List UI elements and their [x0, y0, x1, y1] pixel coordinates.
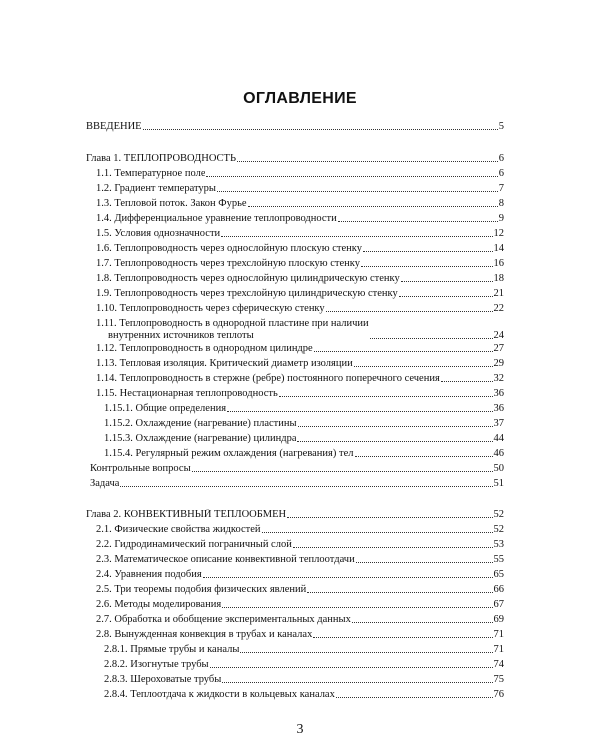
leader-dots: [227, 411, 492, 412]
toc-entry-label: 2.3. Математическое описание конвективной теплоотдачи: [96, 554, 355, 565]
leader-dots: [338, 221, 498, 222]
toc-entry-page: 51: [493, 478, 504, 489]
toc-entry-label: 1.9. Теплопроводность через трехслойную цилиндрическую стенку: [96, 288, 398, 299]
leader-dots: [221, 236, 492, 237]
leader-dots: [441, 381, 493, 382]
toc-entry-label: 1.12. Теплопроводность в однородном цилиндре: [96, 343, 313, 354]
leader-dots: [262, 532, 493, 533]
leader-dots: [336, 697, 493, 698]
toc-entry-label: 1.4. Дифференциальное уравнение теплопроводности: [96, 213, 337, 224]
toc-entry-page: 44: [493, 433, 504, 444]
toc-entry[interactable]: [96, 258, 504, 270]
toc-entry-label: 1.15.2. Охлаждение (нагревание) пластины: [104, 418, 297, 429]
toc-entry-page: 16: [493, 258, 504, 269]
toc-entry[interactable]: [96, 599, 504, 611]
toc-entry-label: 1.13. Тепловая изоляция. Критический диаметр изоляции: [96, 358, 353, 369]
toc-entry[interactable]: [96, 273, 504, 285]
toc-entry-page: 53: [493, 539, 504, 550]
toc-entry-page: 37: [493, 418, 504, 429]
leader-dots: [287, 517, 492, 518]
leader-dots: [248, 206, 498, 207]
toc-entry-page: 71: [493, 644, 504, 655]
toc-entry-label: 2.1. Физические свойства жидкостей: [96, 524, 261, 535]
toc-entry[interactable]: [104, 644, 504, 656]
toc-entry[interactable]: [96, 539, 504, 551]
toc-entry-label: 1.15.3. Охлаждение (нагревание) цилиндра: [104, 433, 297, 444]
toc-entry[interactable]: [96, 584, 504, 596]
leader-dots: [222, 682, 492, 683]
toc-entry-label: Глава 1. ТЕПЛОПРОВОДНОСТЬ: [86, 153, 236, 164]
toc-entry[interactable]: [96, 373, 504, 385]
leader-dots: [192, 471, 493, 472]
toc-entry[interactable]: [96, 554, 504, 566]
toc-entry[interactable]: [96, 183, 504, 195]
toc-title: ОГЛАВЛЕНИЕ: [243, 90, 357, 107]
toc-entry-label: 1.2. Градиент температуры: [96, 183, 216, 194]
toc-entry[interactable]: [96, 213, 504, 225]
toc-entry[interactable]: [90, 478, 504, 490]
toc-entry-page: 6: [498, 168, 504, 179]
toc-entry-page: 9: [498, 213, 504, 224]
toc-entry-page: 46: [493, 448, 504, 459]
page-number: 3: [296, 722, 304, 737]
leader-dots: [307, 592, 492, 593]
leader-dots: [326, 311, 493, 312]
toc-entry[interactable]: [86, 509, 504, 521]
toc-entry[interactable]: [96, 303, 504, 315]
toc-entry-label-line2: внутренних источников теплоты: [108, 330, 254, 341]
leader-dots: [352, 622, 493, 623]
toc-entry-label: Задача: [90, 478, 120, 489]
toc-entry-label: 1.15.1. Общие определения: [104, 403, 227, 414]
toc-entry-label: 1.5. Условия однозначности: [96, 228, 221, 239]
toc-entry-label: 2.8.1. Прямые трубы и каналы: [104, 644, 240, 655]
toc-entry-page: 36: [493, 403, 504, 414]
toc-entry[interactable]: [96, 243, 504, 255]
toc-entry-label-line1: 1.11. Теплопроводность в однородной пластине при наличии: [96, 318, 369, 329]
leader-dots: [222, 607, 492, 608]
toc-entry-page: 74: [493, 659, 504, 670]
toc-entry-label: 2.8.3. Шероховатые трубы: [104, 674, 222, 685]
leader-dots: [313, 637, 492, 638]
toc-entry-page: 5: [498, 121, 504, 132]
toc-entry-label: 1.15.4. Регулярный режим охлаждения (нагревания) тел: [104, 448, 354, 459]
toc-entry-label: 2.2. Гидродинамический пограничный слой: [96, 539, 292, 550]
toc-entry-page: 6: [498, 153, 504, 164]
toc-entry-label: [96, 318, 369, 342]
toc-entry-page: 32: [493, 373, 504, 384]
toc-entry[interactable]: [96, 614, 504, 626]
toc-entry-label: 1.6. Теплопроводность через однослойную плоскую стенку: [96, 243, 362, 254]
toc-entry-label: 2.5. Три теоремы подобия физических явлений: [96, 584, 307, 595]
leader-dots: [354, 366, 493, 367]
leader-dots: [120, 486, 492, 487]
leader-dots: [356, 562, 493, 563]
toc-entry-label: 1.7. Теплопроводность через трехслойную плоскую стенку: [96, 258, 360, 269]
leader-dots: [401, 281, 493, 282]
toc-entry[interactable]: [96, 629, 504, 641]
toc-entry[interactable]: [96, 358, 504, 370]
leader-dots: [355, 456, 493, 457]
leader-dots: [279, 396, 493, 397]
toc-entry[interactable]: [104, 403, 504, 415]
toc-entry-page: 14: [493, 243, 504, 254]
toc-entry[interactable]: [96, 524, 504, 536]
toc-entry[interactable]: [104, 689, 504, 701]
toc-entry[interactable]: [96, 569, 504, 581]
leader-dots: [240, 652, 492, 653]
toc-entry-page: 76: [493, 689, 504, 700]
toc-entry-page: 52: [493, 524, 504, 535]
toc-entry-page: 29: [493, 358, 504, 369]
toc-entry-page: 66: [493, 584, 504, 595]
toc-entry[interactable]: [104, 433, 504, 445]
leader-dots: [210, 667, 493, 668]
leader-dots: [203, 577, 493, 578]
toc-entry-page: 7: [498, 183, 504, 194]
toc-entry-page: 52: [493, 509, 504, 520]
toc-entry-label: 2.6. Методы моделирования: [96, 599, 222, 610]
leader-dots: [206, 176, 497, 177]
leader-dots: [298, 426, 493, 427]
leader-dots: [314, 351, 493, 352]
toc-entry-page: 55: [493, 554, 504, 565]
toc-entry[interactable]: [86, 153, 504, 165]
toc-entry-page: 36: [493, 388, 504, 399]
leader-dots: [363, 251, 493, 252]
toc-entry-label: 1.1. Температурное поле: [96, 168, 206, 179]
toc-entry-page: 22: [493, 303, 504, 314]
toc-entry-label: ВВЕДЕНИЕ: [86, 121, 142, 132]
toc-entry-page: 69: [493, 614, 504, 625]
toc-entry[interactable]: [96, 318, 504, 342]
toc-entry-label: 2.7. Обработка и обобщение экспериментальных данных: [96, 614, 351, 625]
toc-entry-label: 2.8. Вынужденная конвекция в трубах и каналах: [96, 629, 313, 640]
toc-entry-page: 12: [493, 228, 504, 239]
toc-entry-label: 1.3. Тепловой поток. Закон Фурье: [96, 198, 247, 209]
leader-dots: [361, 266, 493, 267]
leader-dots: [143, 129, 498, 130]
toc-entry-label: 2.4. Уравнения подобия: [96, 569, 202, 580]
toc-entry[interactable]: [104, 674, 504, 686]
toc-entry-label: 1.14. Теплопроводность в стержне (ребре) постоянного поперечного сечения: [96, 373, 440, 384]
toc-entry-page: 27: [493, 343, 504, 354]
toc-entry-page: 75: [493, 674, 504, 685]
leader-dots: [370, 338, 493, 339]
leader-dots: [399, 296, 493, 297]
toc-entry-page: 67: [493, 599, 504, 610]
toc-entry-page: 50: [493, 463, 504, 474]
toc-entry-label: 2.8.4. Теплоотдача к жидкости в кольцевых каналах: [104, 689, 335, 700]
leader-dots: [293, 547, 493, 548]
toc-entry[interactable]: [104, 418, 504, 430]
toc-entry-label: Контрольные вопросы: [90, 463, 191, 474]
leader-dots: [217, 191, 498, 192]
toc-entry-page: 65: [493, 569, 504, 580]
toc-entry-page: 21: [493, 288, 504, 299]
toc-entry-page: 18: [493, 273, 504, 284]
toc-entry[interactable]: [96, 168, 504, 180]
toc-entry[interactable]: [104, 659, 504, 671]
toc-entry-page: 24: [493, 330, 504, 341]
toc-entry-label: 1.8. Теплопроводность через однослойную цилиндрическую стенку: [96, 273, 400, 284]
toc-entry-page: 71: [493, 629, 504, 640]
toc-entry-page: 8: [498, 198, 504, 209]
leader-dots: [237, 161, 498, 162]
toc-entry-label: 2.8.2. Изогнутые трубы: [104, 659, 209, 670]
toc-entry-label: Глава 2. КОНВЕКТИВНЫЙ ТЕПЛООБМЕН: [86, 509, 287, 520]
toc-entry[interactable]: [96, 288, 504, 300]
toc-entry[interactable]: [96, 228, 504, 240]
leader-dots: [297, 441, 492, 442]
toc-entry[interactable]: [96, 198, 504, 210]
toc-entry[interactable]: [90, 463, 504, 475]
toc-entry-label: 1.15. Нестационарная теплопроводность: [96, 388, 278, 399]
toc-entry-label: 1.10. Теплопроводность через сферическую стенку: [96, 303, 325, 314]
toc-entry[interactable]: [86, 121, 504, 133]
toc-entry[interactable]: [96, 343, 504, 355]
toc-entry[interactable]: [104, 448, 504, 460]
toc-entry[interactable]: [96, 388, 504, 400]
